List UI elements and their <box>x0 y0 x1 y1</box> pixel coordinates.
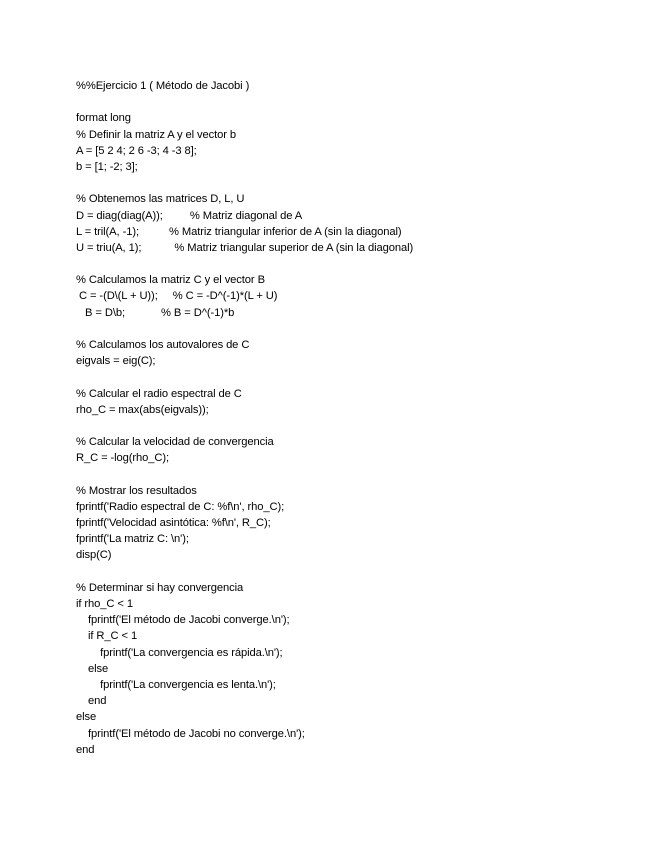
code-line <box>76 369 636 385</box>
code-line: end <box>76 743 95 756</box>
code-line: % Calcular el radio espectral de C <box>76 387 242 400</box>
code-line <box>76 418 636 434</box>
code-line: format long <box>76 112 131 125</box>
code-line: b = [1; -2; 3]; <box>76 160 138 173</box>
code-line: % Definir la matriz A y el vector b <box>76 128 237 141</box>
code-line: rho_C = max(abs(eigvals)); <box>76 403 209 416</box>
code-line <box>76 564 636 580</box>
code-line: else <box>76 662 109 675</box>
code-line: B = D\b; % B = D^(-1)*b <box>76 306 235 319</box>
code-line: %%Ejercicio 1 ( Método de Jacobi ) <box>76 80 250 92</box>
code-line <box>76 256 636 272</box>
code-line: fprintf('Radio espectral de C: %f\n', rho_C); <box>76 500 285 513</box>
code-line: C = -(D\(L + U)); % C = -D^(-1)*(L + U) <box>76 290 278 303</box>
code-line: else <box>76 711 97 724</box>
code-line: fprintf('El método de Jacobi no converge.\n'); <box>76 727 305 740</box>
code-line: fprintf('La convergencia es lenta.\n'); <box>76 678 276 691</box>
code-line: % Mostrar los resultados <box>76 484 197 497</box>
code-block <box>76 78 636 758</box>
code-line: L = tril(A, -1); % Matriz triangular inferior de A (sin la diagonal) <box>76 225 402 238</box>
code-line: if R_C < 1 <box>76 630 138 643</box>
code-line: U = triu(A, 1); % Matriz triangular superior de A (sin la diagonal) <box>76 241 414 254</box>
code-line <box>76 467 636 483</box>
code-line: % Obtenemos las matrices D, L, U <box>76 193 245 206</box>
code-line: fprintf('La convergencia es rápida.\n'); <box>76 646 283 659</box>
code-line: % Calcular la velocidad de convergencia <box>76 436 274 449</box>
code-line: A = [5 2 4; 2 6 -3; 4 -3 8]; <box>76 144 197 157</box>
code-line: % Determinar si hay convergencia <box>76 581 244 594</box>
code-line: fprintf('Velocidad asintótica: %f\n', R_C); <box>76 517 271 530</box>
code-line <box>76 94 636 110</box>
code-line: % Calculamos la matriz C y el vector B <box>76 274 265 287</box>
code-line: R_C = -log(rho_C); <box>76 452 170 465</box>
code-line: if rho_C < 1 <box>76 598 133 610</box>
code-line: D = diag(diag(A)); % Matriz diagonal de A <box>76 209 303 222</box>
code-line: fprintf('La matriz C: \n'); <box>76 533 189 546</box>
code-line: disp(C) <box>76 549 112 562</box>
code-line: fprintf('El método de Jacobi converge.\n'); <box>76 614 290 627</box>
code-line: end <box>76 695 107 708</box>
code-line <box>76 321 636 337</box>
code-line: % Calculamos los autovalores de C <box>76 339 250 351</box>
code-line <box>76 175 636 191</box>
code-line: eigvals = eig(C); <box>76 355 156 368</box>
